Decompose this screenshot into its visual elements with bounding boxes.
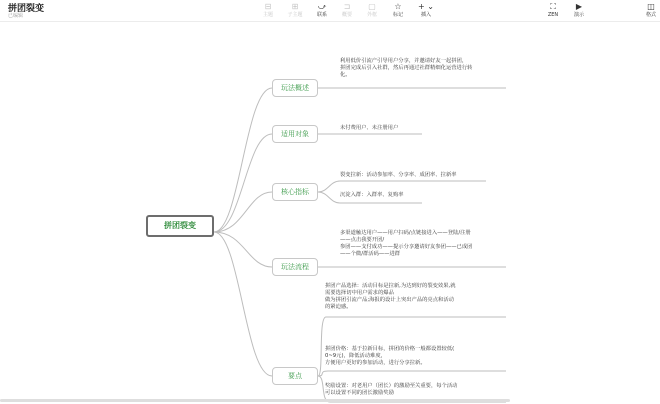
subtopic-button[interactable] [255,2,281,20]
boundary-icon: ▢ [368,2,376,11]
relation-button[interactable] [309,2,335,20]
relation-icon: ⤻ [317,2,327,11]
save-status: 已编辑 [8,13,24,19]
star-icon: ☆ [394,2,402,11]
child-topic-button[interactable] [282,2,308,20]
branch-gameplay-overview[interactable]: 玩法概述 [272,79,318,97]
subtopic-label: 主题 [262,12,273,18]
format-button[interactable] [638,2,660,20]
note-product-choice[interactable]: 拼团产品选择：活动目标是拉新,为达到好的裂变效果,就 需要选择切中用户需求的爆品 做为拼团引流产品;海报的设计上突出产品的亮点和活动 的紧迫感。 [325,283,456,310]
boundary-label: 外框 [366,12,377,18]
branch-gameplay-flow[interactable]: 玩法流程 [272,258,318,276]
zen-button[interactable] [540,2,566,20]
note-overview[interactable]: 利用低价引流产引导用户分享，并邀请好友一起拼团， 拼团完成后引入社群，然后再通过社群精细化运营进行转 化。 [340,58,473,78]
document-title[interactable]: 拼团裂变 [8,4,45,14]
subtopic-icon: ⊟ [264,2,272,11]
note-flow[interactable]: 多渠道触达用户——用户扫码/点链接进入——登陆/注册 ——点击我要开团/ 参团——支付成功——提示分享邀请好友参团——已成团 ——个微/群活码——进群 [340,230,473,257]
insert-button[interactable] [413,2,439,20]
zen-label: ZEN [547,12,559,18]
summary-icon: ⊐ [343,2,351,11]
insert-label: 插入 [420,12,431,18]
child-topic-label: 子主题 [287,12,303,18]
boundary-button[interactable] [359,2,385,20]
present-button[interactable] [566,2,592,20]
summary-button[interactable] [334,2,360,20]
summary-label: 概要 [341,12,352,18]
child-topic-icon: ⊞ [291,2,299,11]
branch-core-metrics[interactable]: 核心指标 [272,183,318,201]
top-toolbar [0,0,660,22]
note-pricing[interactable]: 拼团价格：基于拉新目标，拼团的价格一般都设置较低( 0~9元)，降低活动难度， 方便用户更好的参加活动，进行分享拉新。 [325,346,455,366]
mindmap-canvas[interactable] [0,22,660,404]
note-rewards[interactable]: 奖励设置：对老用户（团长）的激励至关重要，每个活动 可以设置不同的团长激励奖励 [325,383,458,396]
horizontal-scrollbar[interactable] [0,399,510,402]
branch-key-points[interactable]: 要点 [272,367,318,385]
note-audience[interactable]: 未付费用户、未注册用户 [340,125,399,131]
note-metric-acquisition[interactable]: 裂变拉新：活动参加率、分享率、成团率、拉新率 [340,172,457,178]
note-metric-retention[interactable]: 沉淀入群：入群率、复购率 [340,192,404,198]
play-icon: ▶ [575,2,583,11]
branch-target-audience[interactable]: 适用对象 [272,125,318,143]
plus-chevron-icon: + ⌄ [418,2,434,11]
format-label: 格式 [645,12,656,18]
root-topic[interactable]: 拼团裂变 [146,215,214,237]
present-label: 演示 [573,12,584,18]
format-panel-icon: ◫ [647,2,655,11]
marker-label: 标记 [392,12,403,18]
relation-label: 联系 [316,12,327,18]
fullscreen-icon: ⛶ [550,2,556,11]
marker-button[interactable] [385,2,411,20]
